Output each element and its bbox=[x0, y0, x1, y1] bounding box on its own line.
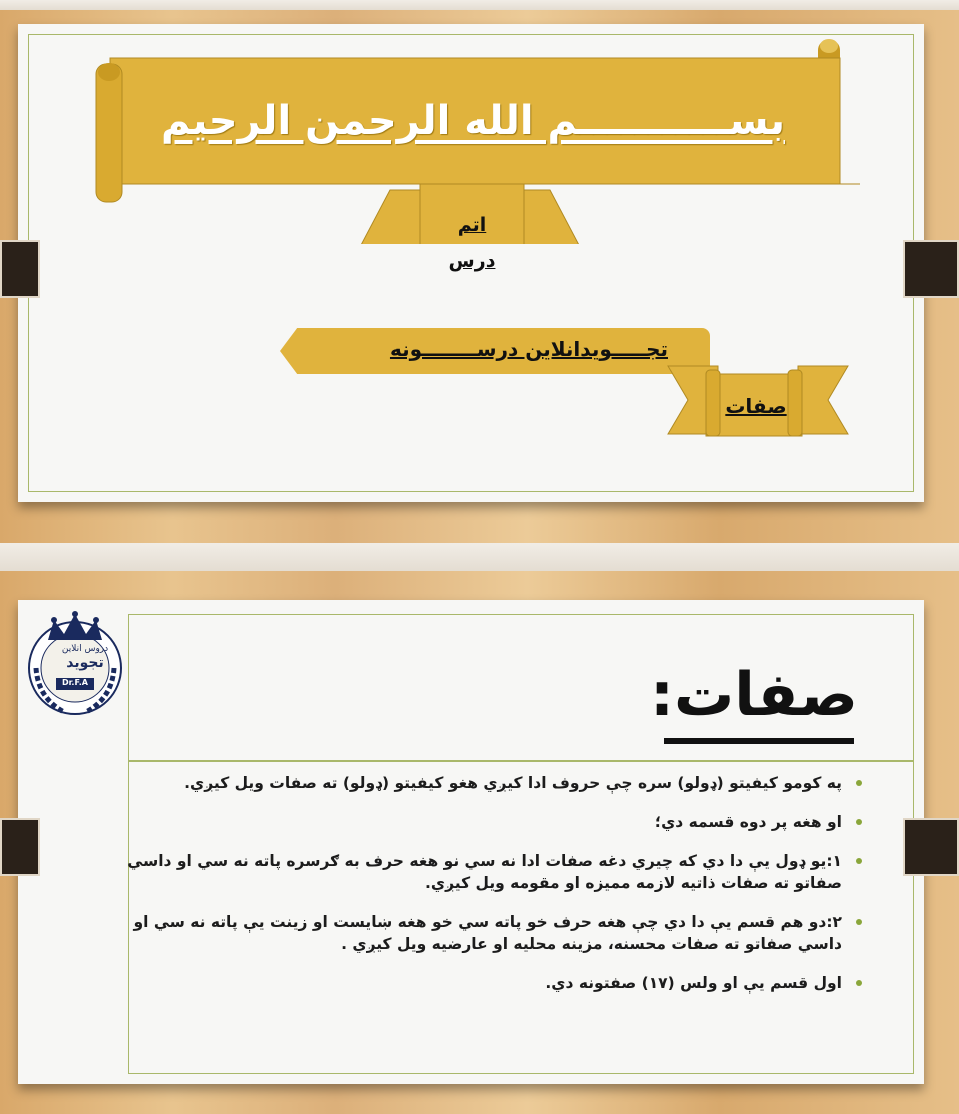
course-name: تجـــــویدانلاین درســــــــونه bbox=[389, 337, 668, 361]
logo-text-top: دروس انلاین bbox=[61, 644, 109, 654]
topic-label: صفات bbox=[725, 394, 787, 418]
left-tab-2 bbox=[0, 818, 40, 876]
left-tab-1 bbox=[0, 240, 40, 298]
slide-heading: صفات: bbox=[650, 660, 858, 730]
bullet-item-2: او هغه پر دوه قسمه دي؛ bbox=[108, 811, 862, 833]
bullet-item-3: ۱:یو ډول یې دا دي که چیري دغه صفات ادا نه سي نو هغه حرف به ګرسره پاته نه سي او داسي صفاتو ته صفات ذاتیه لازمه ممیزه او مقومه ویل کیږي. bbox=[108, 850, 862, 894]
right-tab-1 bbox=[903, 240, 959, 298]
lesson-number: اتم bbox=[457, 214, 487, 236]
background-strip-middle bbox=[0, 543, 959, 571]
bullet-list bbox=[108, 772, 862, 1011]
background-strip-top bbox=[0, 0, 959, 10]
heading-rule bbox=[128, 760, 914, 762]
slide-1 bbox=[18, 24, 924, 502]
bullet-item-5: اول قسم یې او ولس (۱۷) صفتونه دي. bbox=[108, 972, 862, 994]
lesson-label: درس bbox=[448, 250, 496, 272]
heading-underline bbox=[664, 738, 854, 744]
bullet-item-4: ۲:دو هم قسم یې دا دي چې هغه حرف خو پاته سي خو هغه ښایست او زینت یې پاته نه سي او داسي صفاتو ته صفات محسنه، مزینه محلیه او عارضیه ویل کیږي . bbox=[108, 911, 862, 955]
bullet-item-1: په کومو کیفیتو (ډولو) سره چې حروف ادا کیږي هغو کیفیتو (ډولو) ته صفات ویل کیږي. bbox=[108, 772, 862, 794]
banner-title: بســـــــــــم الله الرحمن الرحيم bbox=[161, 98, 785, 144]
right-tab-2 bbox=[903, 818, 959, 876]
logo-text-mid: تجوید bbox=[66, 655, 104, 671]
slide-2 bbox=[18, 600, 924, 1084]
logo-text-badge: Dr.F.A bbox=[61, 678, 88, 687]
